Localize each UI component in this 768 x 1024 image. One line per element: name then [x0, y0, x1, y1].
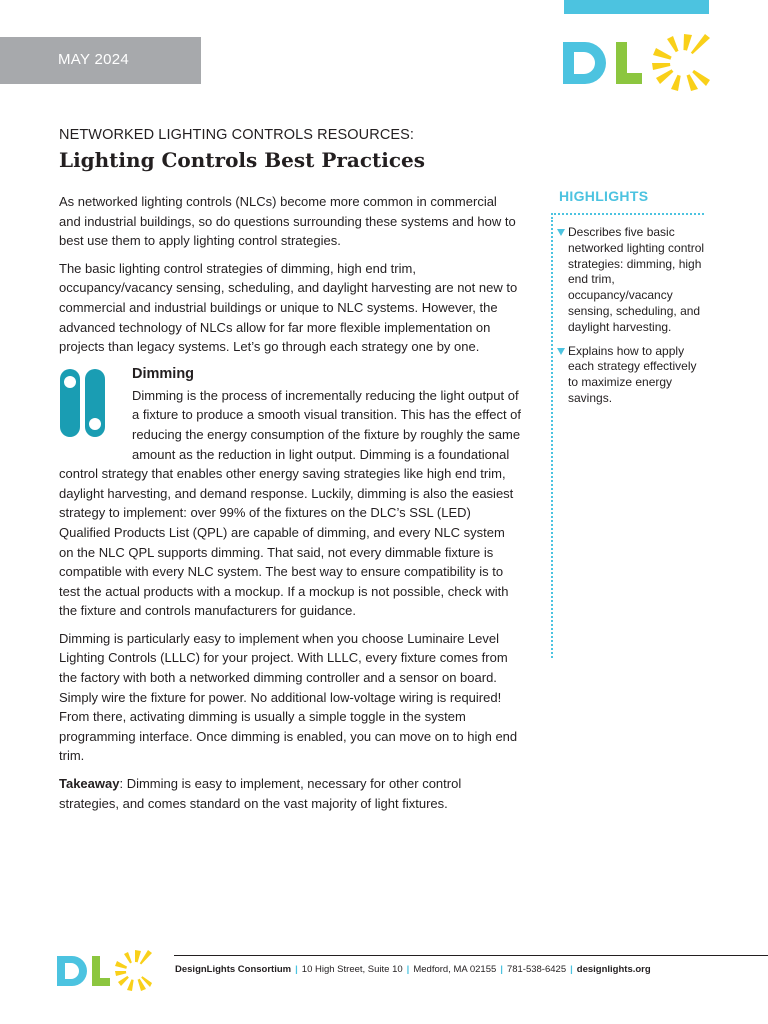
footer-org: DesignLights Consortium — [175, 964, 292, 975]
footer-contact: DesignLights Consortium | 10 High Street, Suite 10 | Medford, MA 02155 | 781-538-6425 | designlights.org — [175, 964, 651, 975]
takeaway-paragraph — [59, 774, 521, 813]
dimming-section — [59, 365, 521, 813]
highlight-item: Explains how to apply each strategy effectively to maximize energy savings. — [551, 344, 706, 407]
triangle-bullet-icon — [557, 229, 565, 236]
footer-address: 10 High Street, Suite 10 — [301, 964, 403, 975]
dimming-slider-icon — [59, 367, 132, 447]
intro-paragraph: The basic lighting control strategies of dimming, high end trim, occupancy/vacancy sensing, scheduling, and daylight harvesting are not new to commercial and industrial buildings or unique to NLC systems. However, the advanced technology of NLCs allow for far more flexible implementation on projects than legacy systems. Let’s go through each strategy one by one. — [59, 260, 518, 355]
takeaway-label: Takeaway — [59, 776, 120, 792]
footer-rule — [174, 955, 768, 956]
footer-website-link[interactable]: designlights.org — [576, 964, 651, 975]
footer-city: Medford, MA 02155 — [413, 964, 497, 975]
document-title: Lighting Controls Best Practices — [59, 148, 426, 172]
takeaway-text: : Dimming is easy to implement, necessary for other control strategies, and comes standard on the vast majority of light fixtures. — [59, 776, 462, 811]
body-paragraph: Dimming is the process of incrementally reducing the light output of a fixture to produce a smooth visual transition. This has the effect of reducing the energy consumption of the fixture by roughly the same amount as the reduction in light output. Dimming is a foundational control strategy that enables other energy saving strategies like high end trim, daylight harvesting, and demand response. Luckily, dimming is also the easiest strategy to implement: over 99% of the fixtures on the DLC’s SSL (LED) Qualified Products List (QPL) are capable of dimming, and every NLC system on the NLC QPL supports dimming. That said, not every dimmable fixture is compatible with every NLC system. The best way to ensure compatibility is to test the actual products with a mockup. If a mockup is not possible, check with the fixture and controls manufacturers for guidance. — [59, 387, 522, 619]
section-heading: Dimming — [132, 365, 195, 382]
footer-phone: 781-538-6425 — [506, 964, 567, 975]
highlight-item: Describes five basic networked lighting control strategies: dimming, high end trim, occupancy/vacancy sensing, scheduling, and daylight harvesting. — [551, 225, 706, 336]
eyebrow-label: NETWORKED LIGHTING CONTROLS RESOURCES: — [59, 127, 415, 143]
highlights-title: HIGHLIGHTS — [559, 188, 649, 204]
intro-paragraph: As networked lighting controls (NLCs) become more common in commercial and industrial buildings, so do questions surrounding these systems and how to best use them to apply lighting control strategies. — [59, 194, 516, 249]
date-banner — [0, 37, 201, 84]
highlights-sidebar — [551, 188, 706, 415]
main-column — [59, 192, 521, 821]
footer-dlc-logo — [57, 950, 153, 992]
top-accent-bar — [564, 0, 709, 14]
highlights-list — [551, 225, 706, 407]
triangle-bullet-icon — [557, 348, 565, 355]
highlights-divider — [551, 213, 704, 215]
dlc-logo — [563, 34, 711, 92]
body-paragraph: Dimming is particularly easy to implement when you choose Luminaire Level Lighting Controls (LLLC) for your project. With LLLC, every fixture comes from the factory with both a networked dimming controller and a sensor on board. Simply wire the fixture for power. No additional low-voltage wiring is required! From there, activating dimming is usually a simple toggle in the system programming interface. Once dimming is enabled, you can move on to high end trim. — [59, 630, 518, 764]
date-label: MAY 2024 — [58, 51, 130, 68]
